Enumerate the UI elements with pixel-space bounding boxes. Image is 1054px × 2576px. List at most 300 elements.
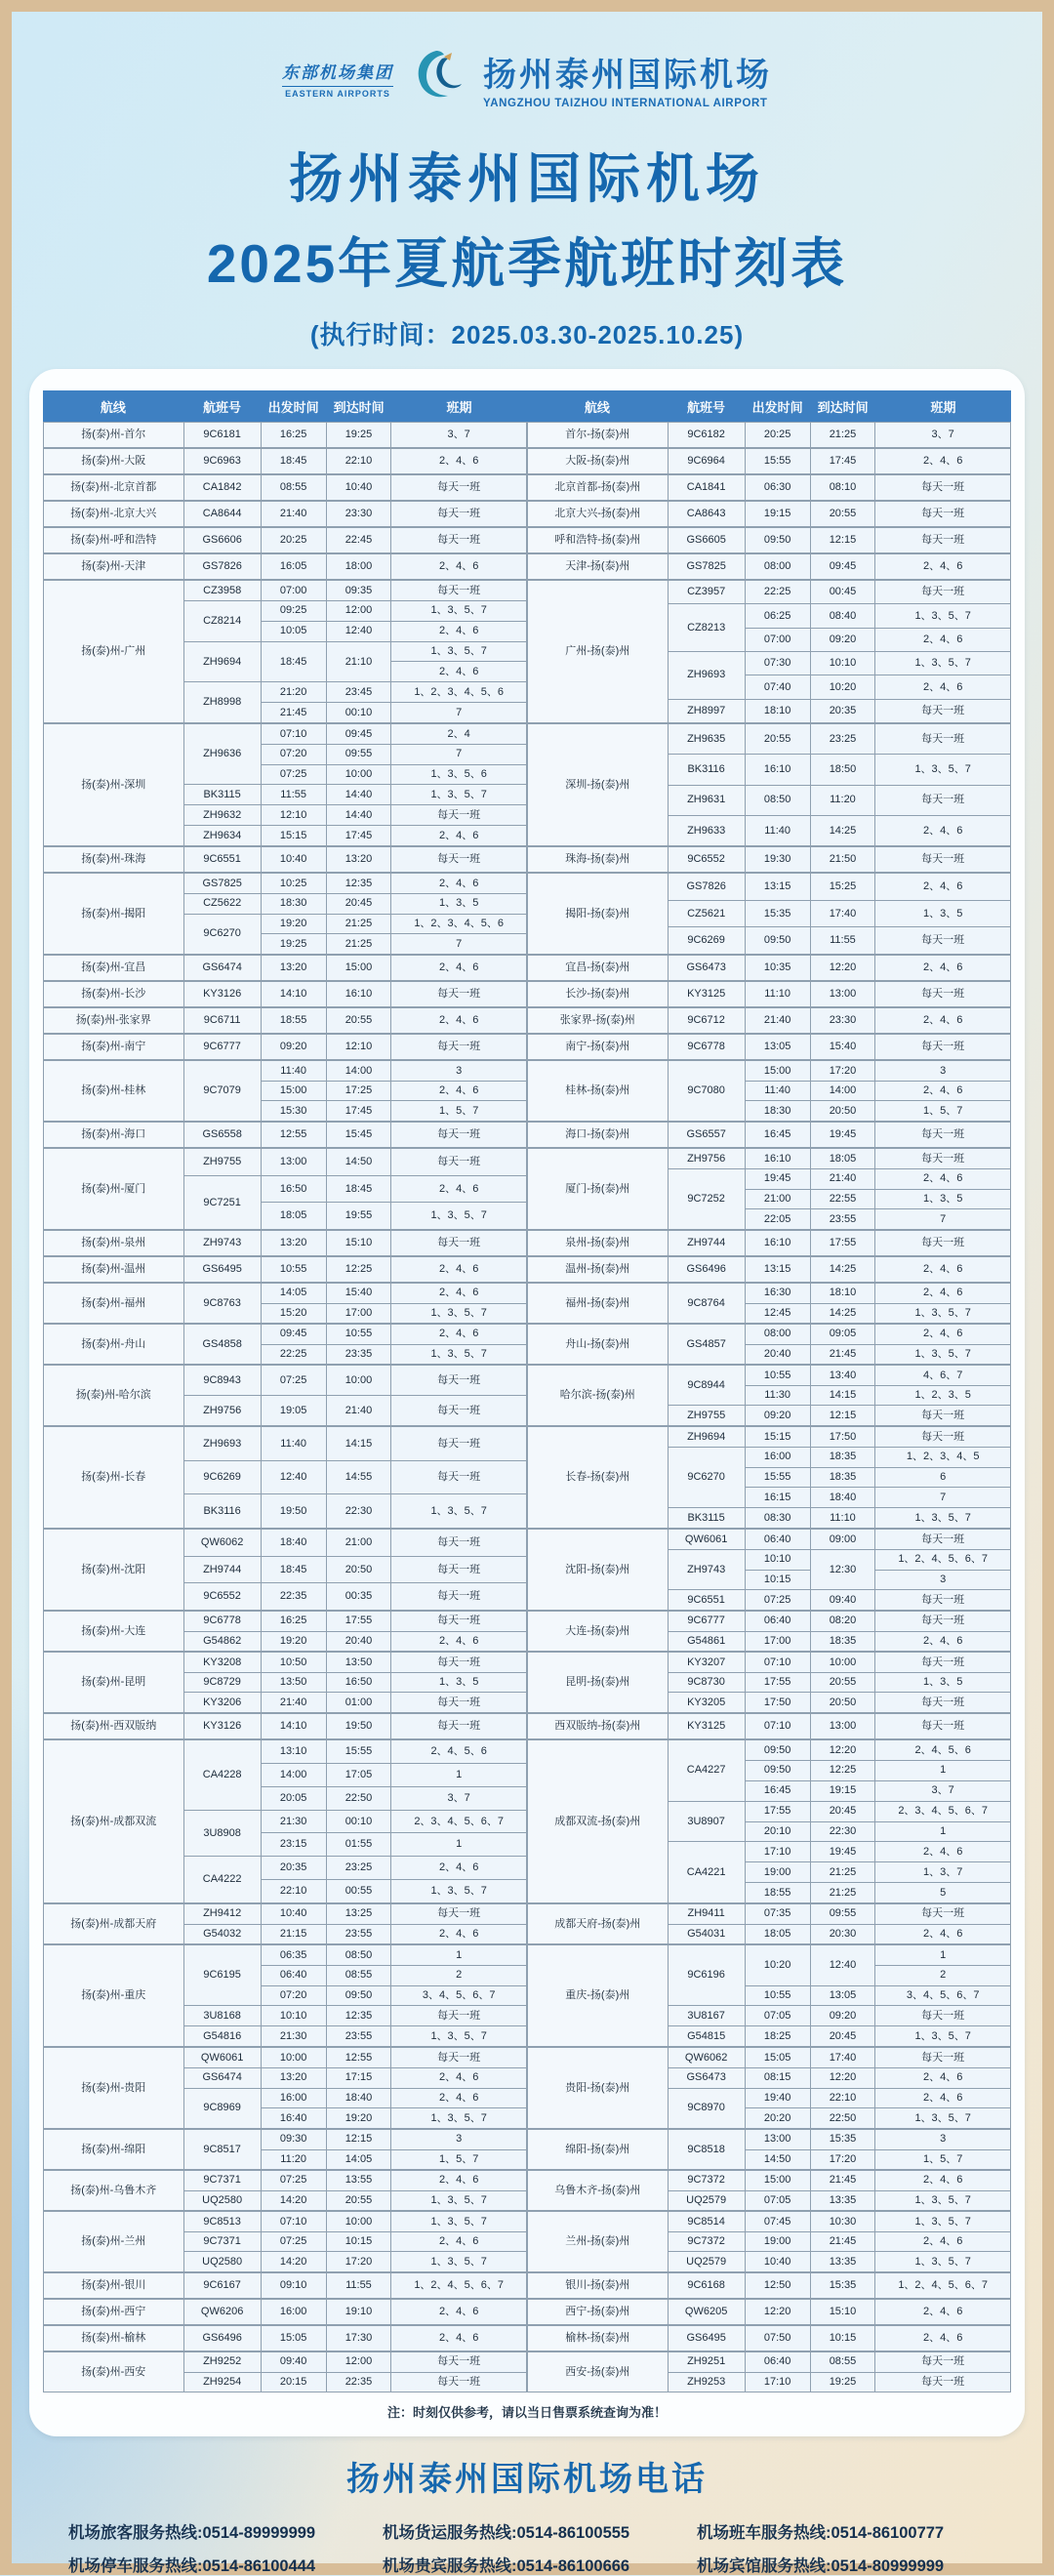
- arr-time-cell: 00:10: [326, 703, 391, 723]
- footer: [12, 2452, 1042, 2576]
- table-row: [528, 724, 1011, 755]
- dep-time-cell: 07:10: [261, 2212, 326, 2232]
- route-section: [43, 1060, 1011, 1122]
- dep-time-cell: 18:45: [261, 641, 326, 682]
- days-cell: 2、4、6: [875, 1631, 1011, 1652]
- days-cell: 1: [391, 1833, 527, 1857]
- route-cell: 广州-扬(泰)州: [528, 581, 669, 723]
- table-row: [44, 1061, 527, 1082]
- days-cell: 每天一班: [391, 1396, 527, 1426]
- table-row: [44, 581, 527, 601]
- days-cell: 2、4、6: [391, 826, 527, 846]
- return-half: [527, 1365, 1011, 1426]
- flight-no-cell: 9C6552: [183, 1583, 261, 1611]
- arr-time-cell: 14:00: [326, 1061, 391, 1082]
- dep-time-cell: 07:25: [261, 764, 326, 785]
- arr-time-cell: 10:00: [326, 1366, 391, 1396]
- arr-time-cell: 01:55: [326, 1833, 391, 1857]
- flight-no-cell: ZH9412: [183, 1904, 261, 1925]
- days-cell: 2、4、6: [391, 1008, 527, 1034]
- dep-time-cell: 22:10: [261, 1880, 326, 1903]
- days-cell: 7: [391, 744, 527, 764]
- route-cell: 扬(泰)州-深圳: [44, 724, 184, 846]
- days-cell: 1: [875, 1760, 1011, 1780]
- route-section: [43, 1365, 1011, 1426]
- dep-time-cell: 19:40: [745, 2088, 810, 2108]
- days-cell: 每天一班: [875, 1590, 1011, 1611]
- flight-no-cell: GS4858: [183, 1325, 261, 1365]
- days-cell: 2、4、6: [391, 1257, 527, 1283]
- flight-no-cell: 9C8969: [183, 2088, 261, 2129]
- dep-time-cell: 18:40: [261, 1530, 326, 1557]
- dep-time-cell: 09:50: [745, 927, 810, 955]
- days-cell: 3: [875, 1570, 1011, 1590]
- table-row: [528, 1366, 1011, 1386]
- dep-time-cell: 09:40: [261, 2352, 326, 2373]
- route-section: [43, 981, 1011, 1007]
- dep-time-cell: 07:05: [745, 2006, 810, 2026]
- flight-no-cell: ZH9251: [668, 2352, 745, 2373]
- arr-time-cell: 21:45: [810, 2231, 875, 2252]
- flight-no-cell: CA4222: [183, 1857, 261, 1903]
- flight-no-cell: CA4227: [668, 1740, 745, 1802]
- flight-no-cell: 9C8514: [668, 2212, 745, 2232]
- flight-no-cell: G54861: [668, 1631, 745, 1652]
- flight-no-cell: GS6495: [183, 1257, 261, 1283]
- table-row: [44, 2171, 527, 2191]
- route-section: [43, 448, 1011, 474]
- flight-no-cell: KY3125: [668, 982, 745, 1007]
- flight-no-cell: 9C6964: [668, 449, 745, 474]
- flight-no-cell: ZH9633: [668, 815, 745, 845]
- table-row: [44, 874, 527, 894]
- route-cell: 扬(泰)州-北京大兴: [44, 502, 184, 527]
- col-dep-time-return: 出发时间: [745, 390, 810, 422]
- return-half: [527, 1256, 1011, 1283]
- arr-time-cell: 14:50: [326, 1149, 391, 1176]
- days-cell: 每天一班: [875, 982, 1011, 1007]
- dep-time-cell: 10:40: [261, 1904, 326, 1925]
- page-header: [12, 45, 1042, 112]
- flight-no-cell: 9C6711: [183, 1008, 261, 1034]
- flight-no-cell: UQ2579: [668, 2252, 745, 2272]
- arr-time-cell: 14:40: [326, 785, 391, 805]
- route-section: [43, 553, 1011, 580]
- dep-time-cell: 21:45: [261, 703, 326, 723]
- flight-no-cell: 9C6269: [183, 1460, 261, 1494]
- outbound-half: [43, 422, 527, 448]
- dep-time-cell: 16:45: [745, 1123, 810, 1148]
- days-cell: 2、4、6: [875, 1081, 1011, 1101]
- arr-time-cell: 12:35: [326, 2006, 391, 2026]
- airport-name-cn: 扬州泰州国际机场: [483, 56, 772, 95]
- days-cell: 1、3、5、7: [391, 1203, 527, 1230]
- table-row: [528, 1653, 1011, 1673]
- route-section: [43, 1529, 1011, 1611]
- return-half: [527, 1944, 1011, 2047]
- days-cell: 3、7: [391, 1786, 527, 1810]
- days-cell: 2、4、6: [875, 1842, 1011, 1862]
- days-cell: 1、3、7: [875, 1862, 1011, 1883]
- arr-time-cell: 14:15: [326, 1427, 391, 1461]
- dep-time-cell: 17:00: [745, 1631, 810, 1652]
- table-row: [528, 1231, 1011, 1256]
- col-flight-no: 航班号: [183, 390, 261, 422]
- dep-time-cell: 16:00: [261, 2300, 326, 2325]
- arr-time-cell: 23:25: [326, 1857, 391, 1880]
- days-cell: 7: [391, 934, 527, 955]
- dep-time-cell: 14:50: [745, 2149, 810, 2170]
- outbound-half: [43, 1903, 527, 1944]
- outbound-half: [43, 1034, 527, 1060]
- return-half: [527, 474, 1011, 501]
- arr-time-cell: 23:35: [326, 1344, 391, 1365]
- days-cell: 2、4、6: [391, 1924, 527, 1944]
- days-cell: 每天一班: [875, 1035, 1011, 1060]
- days-cell: 1、3、5、7: [875, 1508, 1011, 1529]
- route-cell: 扬(泰)州-绵阳: [44, 2130, 184, 2170]
- days-cell: 1、3、5、7: [391, 2108, 527, 2129]
- arr-time-cell: 15:45: [326, 1123, 391, 1148]
- arr-time-cell: 13:00: [810, 1714, 875, 1739]
- dep-time-cell: 13:15: [745, 1257, 810, 1283]
- table-row: [528, 1257, 1011, 1283]
- flight-no-cell: 9C7079: [183, 1061, 261, 1122]
- route-cell: 扬(泰)州-揭阳: [44, 874, 184, 955]
- outbound-half: [43, 1060, 527, 1122]
- dep-time-cell: 16:25: [261, 423, 326, 448]
- arr-time-cell: 13:35: [810, 2252, 875, 2272]
- arr-time-cell: 14:55: [326, 1460, 391, 1494]
- flight-no-cell: ZH9693: [668, 651, 745, 699]
- return-half: [527, 2299, 1011, 2325]
- dep-time-cell: 19:05: [261, 1396, 326, 1426]
- table-row: [44, 847, 527, 873]
- route-cell: 成都天府-扬(泰)州: [528, 1904, 669, 1944]
- dep-time-cell: 17:10: [745, 1842, 810, 1862]
- days-cell: 3: [875, 2130, 1011, 2150]
- table-row: [44, 982, 527, 1007]
- dep-time-cell: 10:10: [261, 2006, 326, 2026]
- dep-time-cell: 10:55: [261, 1257, 326, 1283]
- route-cell: 扬(泰)州-首尔: [44, 423, 184, 448]
- table-row: [528, 2300, 1011, 2325]
- outbound-half: [43, 723, 527, 846]
- route-cell: 扬(泰)州-哈尔滨: [44, 1366, 184, 1426]
- dep-time-cell: 07:25: [261, 2231, 326, 2252]
- flight-no-cell: ZH9694: [668, 1427, 745, 1448]
- return-half: [527, 2351, 1011, 2392]
- route-section: [43, 2325, 1011, 2351]
- table-row: [528, 528, 1011, 553]
- table-row: [44, 2300, 527, 2325]
- return-half: [527, 1739, 1011, 1903]
- days-cell: 1: [875, 1821, 1011, 1842]
- flight-no-cell: 9C8764: [668, 1284, 745, 1324]
- arr-time-cell: 21:25: [810, 423, 875, 448]
- dep-time-cell: 20:10: [745, 1821, 810, 1842]
- route-section: [43, 1256, 1011, 1283]
- return-half: [527, 1324, 1011, 1365]
- days-cell: 每天一班: [875, 2048, 1011, 2068]
- arr-time-cell: 12:20: [810, 956, 875, 981]
- arr-time-cell: 08:20: [810, 1612, 875, 1632]
- days-cell: 2、4: [391, 724, 527, 745]
- dep-time-cell: 22:05: [745, 1209, 810, 1230]
- table-row: [44, 554, 527, 580]
- route-cell: 张家界-扬(泰)州: [528, 1008, 669, 1034]
- dep-time-cell: 16:10: [745, 1231, 810, 1256]
- arr-time-cell: 12:15: [810, 528, 875, 553]
- days-cell: 2、4、6: [875, 2088, 1011, 2108]
- flight-no-cell: G54032: [183, 1924, 261, 1944]
- days-cell: 每天一班: [391, 2372, 527, 2392]
- route-cell: 扬(泰)州-银川: [44, 2273, 184, 2299]
- outbound-half: [43, 1529, 527, 1611]
- table-row: [44, 1257, 527, 1283]
- table-row: [528, 2273, 1011, 2299]
- dep-time-cell: 20:05: [261, 1786, 326, 1810]
- dep-time-cell: 08:15: [745, 2067, 810, 2088]
- days-cell: 1、3、5、7: [875, 604, 1011, 628]
- days-cell: 每天一班: [875, 847, 1011, 873]
- arr-time-cell: 13:50: [326, 1653, 391, 1673]
- dep-time-cell: 09:45: [261, 1325, 326, 1345]
- route-section: [43, 1944, 1011, 2047]
- table-row: [528, 1008, 1011, 1034]
- arr-time-cell: 18:45: [326, 1175, 391, 1203]
- page-title: [12, 136, 1042, 298]
- table-row: [528, 1149, 1011, 1169]
- dep-time-cell: 22:25: [261, 1344, 326, 1365]
- days-cell: 1: [391, 1945, 527, 1966]
- days-cell: 6: [875, 1467, 1011, 1488]
- route-section: [43, 723, 1011, 846]
- outbound-half: [43, 2272, 527, 2299]
- dep-time-cell: 08:00: [745, 1325, 810, 1345]
- route-section: [43, 2351, 1011, 2392]
- days-cell: 每天一班: [391, 475, 527, 501]
- return-half: [527, 1148, 1011, 1230]
- days-cell: 2: [391, 1965, 527, 1985]
- flight-no-cell: BK3116: [668, 755, 745, 785]
- days-cell: 每天一班: [391, 847, 527, 873]
- dep-time-cell: 10:05: [261, 621, 326, 641]
- arr-time-cell: 21:45: [810, 1344, 875, 1365]
- arr-time-cell: 22:55: [810, 1189, 875, 1209]
- route-cell: 扬(泰)州-西安: [44, 2352, 184, 2392]
- arr-time-cell: 18:35: [810, 1467, 875, 1488]
- col-flight-no-return: 航班号: [668, 390, 745, 422]
- days-cell: 1、3、5: [391, 893, 527, 914]
- col-dep-time: 出发时间: [261, 390, 326, 422]
- arr-time-cell: 21:25: [810, 1862, 875, 1883]
- table-row: [528, 1904, 1011, 1925]
- days-cell: 2、4、6: [391, 2231, 527, 2252]
- table-row: [528, 1325, 1011, 1345]
- route-cell: 西宁-扬(泰)州: [528, 2300, 669, 2325]
- route-cell: 南宁-扬(泰)州: [528, 1035, 669, 1060]
- arr-time-cell: 10:00: [326, 2212, 391, 2232]
- arr-time-cell: 21:25: [326, 914, 391, 934]
- flight-no-cell: 9C8729: [183, 1672, 261, 1693]
- arr-time-cell: 13:40: [810, 1366, 875, 1386]
- arr-time-cell: 20:55: [810, 1672, 875, 1693]
- group-name-en: EASTERN AIRPORTS: [282, 86, 393, 99]
- days-cell: 3、4、5、6、7: [875, 1985, 1011, 2006]
- dep-time-cell: 08:30: [745, 1508, 810, 1529]
- flight-no-cell: GS6496: [668, 1257, 745, 1283]
- arr-time-cell: 08:40: [810, 604, 875, 628]
- arr-time-cell: 17:00: [326, 1303, 391, 1324]
- arr-time-cell: 20:50: [326, 1556, 391, 1583]
- arr-time-cell: 12:40: [326, 621, 391, 641]
- arr-time-cell: 13:00: [810, 982, 875, 1007]
- days-cell: 1、5、7: [391, 1101, 527, 1122]
- days-cell: 每天一班: [875, 1123, 1011, 1148]
- table-row: [44, 1740, 527, 1764]
- table-row: [528, 554, 1011, 580]
- arr-time-cell: 00:45: [810, 581, 875, 604]
- arr-time-cell: 12:40: [810, 1945, 875, 1986]
- dep-time-cell: 18:55: [745, 1883, 810, 1903]
- days-cell: 1、3、5、7: [391, 1344, 527, 1365]
- outbound-half: [43, 955, 527, 981]
- dep-time-cell: 19:00: [745, 2231, 810, 2252]
- dep-time-cell: 11:30: [745, 1385, 810, 1406]
- arr-time-cell: 11:10: [810, 1508, 875, 1529]
- route-cell: 扬(泰)州-贵阳: [44, 2048, 184, 2129]
- flight-no-cell: CZ5621: [668, 900, 745, 927]
- days-cell: 1、3、5、7: [391, 641, 527, 662]
- arr-time-cell: 14:40: [326, 805, 391, 826]
- table-row: [528, 581, 1011, 604]
- flight-no-cell: CZ5622: [183, 893, 261, 914]
- flight-no-cell: G54862: [183, 1631, 261, 1652]
- route-cell: 舟山-扬(泰)州: [528, 1325, 669, 1365]
- route-cell: 扬(泰)州-泉州: [44, 1231, 184, 1256]
- days-cell: 每天一班: [391, 1427, 527, 1461]
- dep-time-cell: 13:50: [261, 1672, 326, 1693]
- return-half: [527, 2047, 1011, 2129]
- route-cell: 沈阳-扬(泰)州: [528, 1530, 669, 1611]
- dep-time-cell: 07:25: [745, 1590, 810, 1611]
- flight-no-cell: ZH9756: [183, 1396, 261, 1426]
- dep-time-cell: 21:40: [261, 1693, 326, 1713]
- route-cell: 扬(泰)州-呼和浩特: [44, 528, 184, 553]
- days-cell: 每天一班: [875, 2372, 1011, 2392]
- flight-no-cell: ZH9635: [668, 724, 745, 755]
- days-cell: 1、3、5: [875, 1189, 1011, 1209]
- arr-time-cell: 15:10: [810, 2300, 875, 2325]
- route-cell: 泉州-扬(泰)州: [528, 1231, 669, 1256]
- arr-time-cell: 17:50: [810, 1427, 875, 1448]
- flight-no-cell: KY3125: [668, 1714, 745, 1739]
- flight-no-cell: CA4228: [183, 1740, 261, 1811]
- days-cell: 每天一班: [875, 1231, 1011, 1256]
- days-cell: 2、4、6: [391, 2067, 527, 2088]
- arr-time-cell: 14:25: [810, 1303, 875, 1324]
- dep-time-cell: 13:10: [261, 1740, 326, 1764]
- dep-time-cell: 11:40: [745, 1081, 810, 1101]
- arr-time-cell: 20:30: [810, 1924, 875, 1944]
- arr-time-cell: 18:35: [810, 1447, 875, 1467]
- col-arr-time-return: 到达时间: [810, 390, 875, 422]
- phone-line: 机场宾馆服务热线:0514-80999999: [697, 2557, 945, 2575]
- phone-line: 机场贵宾服务热线:0514-86100666: [383, 2557, 630, 2575]
- dep-time-cell: 12:40: [261, 1460, 326, 1494]
- dep-time-cell: 20:55: [745, 724, 810, 755]
- table-row: [44, 1008, 527, 1034]
- return-half: [527, 981, 1011, 1007]
- route-section: [43, 501, 1011, 527]
- arr-time-cell: 17:45: [326, 1101, 391, 1122]
- days-cell: 每天一班: [875, 1612, 1011, 1632]
- days-cell: 3: [391, 2130, 527, 2150]
- route-cell: 重庆-扬(泰)州: [528, 1945, 669, 2047]
- table-row: [528, 2326, 1011, 2351]
- days-cell: 每天一班: [391, 1035, 527, 1060]
- dep-time-cell: 23:15: [261, 1833, 326, 1857]
- arr-time-cell: 20:55: [326, 1008, 391, 1034]
- days-cell: 2、4、6: [875, 449, 1011, 474]
- dep-time-cell: 11:55: [261, 785, 326, 805]
- dep-time-cell: 15:35: [745, 900, 810, 927]
- table-row: [528, 423, 1011, 448]
- route-cell: 扬(泰)州-成都双流: [44, 1740, 184, 1903]
- arr-time-cell: 21:25: [326, 934, 391, 955]
- days-cell: 2、4、6: [875, 2171, 1011, 2191]
- arr-time-cell: 20:45: [326, 893, 391, 914]
- flight-no-cell: CZ8213: [668, 604, 745, 652]
- dep-time-cell: 19:50: [261, 1494, 326, 1529]
- days-cell: 3、7: [875, 423, 1011, 448]
- days-cell: 2、4、6: [391, 1175, 527, 1203]
- arr-time-cell: 17:55: [326, 1612, 391, 1632]
- flight-no-cell: 9C6778: [668, 1035, 745, 1060]
- timetable-card: [29, 369, 1025, 2436]
- route-section: [43, 846, 1011, 873]
- route-cell: 扬(泰)州-珠海: [44, 847, 184, 873]
- days-cell: 2、4、6: [875, 1284, 1011, 1304]
- col-route-return: 航线: [527, 390, 668, 422]
- dep-time-cell: 08:00: [745, 554, 810, 580]
- dep-time-cell: 13:00: [261, 1149, 326, 1176]
- days-cell: 每天一班: [875, 1406, 1011, 1426]
- arr-time-cell: 00:35: [326, 1583, 391, 1611]
- return-half: [527, 1426, 1011, 1529]
- flight-no-cell: 9C6167: [183, 2273, 261, 2299]
- return-half: [527, 2170, 1011, 2211]
- dep-time-cell: 14:05: [261, 1284, 326, 1304]
- arr-time-cell: 19:55: [326, 1203, 391, 1230]
- dep-time-cell: 21:30: [261, 2026, 326, 2047]
- arr-time-cell: 08:55: [810, 2352, 875, 2373]
- route-cell: 厦门-扬(泰)州: [528, 1149, 669, 1230]
- arr-time-cell: 10:15: [810, 2326, 875, 2351]
- flight-no-cell: 9C8513: [183, 2212, 261, 2232]
- table-row: [528, 1714, 1011, 1739]
- dep-time-cell: 18:45: [261, 449, 326, 474]
- arr-time-cell: 21:40: [326, 1396, 391, 1426]
- return-half: [527, 955, 1011, 981]
- flight-no-cell: 9C6551: [183, 847, 261, 873]
- route-section: [43, 1713, 1011, 1739]
- table-row: [44, 2212, 527, 2232]
- days-cell: 每天一班: [875, 1530, 1011, 1550]
- dep-time-cell: 11:40: [261, 1061, 326, 1082]
- phone-hotlines: [68, 2519, 986, 2576]
